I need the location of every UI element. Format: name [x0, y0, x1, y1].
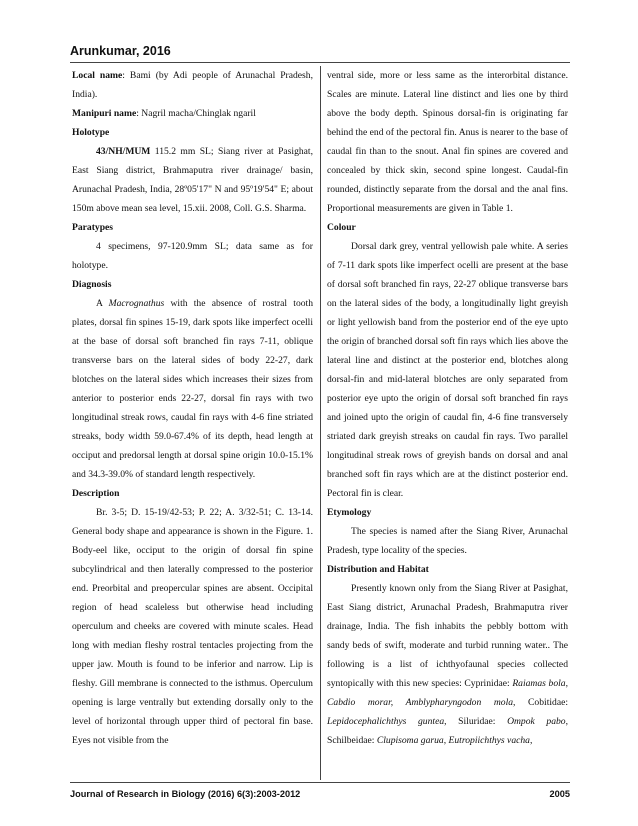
holotype-para	[72, 142, 313, 218]
distribution-para	[327, 579, 568, 750]
colour-heading: Colour	[327, 222, 356, 233]
local-name-text: : Bami (by Adi people of Arunachal Pradesh, India).	[72, 70, 313, 100]
species-cyprinidae: Raiamas bola, Cabdio morar, Amblypharyngodon mola	[327, 678, 568, 708]
etymology-heading: Etymology	[327, 507, 372, 518]
family-cobitidae: , Cobitidae:	[513, 697, 569, 708]
manipuri-name-text: : Nagril macha/Chinglak ngaril	[136, 108, 256, 119]
diagnosis-para	[72, 294, 313, 484]
local-name-label: Local name	[72, 70, 123, 81]
journal-citation: Journal of Research in Biology (2016) 6(3):2003-2012	[70, 789, 301, 799]
species-cobitidae: Lepidocephalichthys guntea	[327, 716, 445, 727]
manipuri-name-para	[72, 104, 313, 123]
family-schilbeidae: , Schilbeidae:	[327, 716, 568, 746]
holotype-text: 115.2 mm SL; Siang river at Pasighat, East Siang district, Brahmaputra river drainage/ basin, Arunachal Pradesh, India, 28º05'17" N and 95º19'54" E; about 150m above mean sea level, 15.xii. 2008, Coll. G.S. Sharma.	[72, 146, 313, 214]
footer	[70, 789, 570, 799]
trailing-comma: ,	[529, 735, 533, 746]
description-heading: Description	[72, 488, 120, 499]
distribution-heading: Distribution and Habitat	[327, 564, 429, 575]
local-name-para	[72, 66, 313, 104]
paratypes-para: 4 specimens, 97-120.9mm SL; data same as for holotype.	[72, 241, 313, 271]
running-head: Arunkumar, 2016	[70, 44, 171, 58]
description-para: Br. 3-5; D. 15-19/42-53; P. 22; A. 3/32-51; C. 13-14. General body shape and appearance is shown in the Figure. 1. Body-eel like, occiput to the origin of dorsal fin spine subcylindrical and then laterally compressed to the posterior end. Preorbital and preopercular spines are absent. Occipital region of head scaleless but otherwise head including operculum and cheeks are covered with minute scales. Head long with median fleshy rostral tentacles projecting from the upper jaw. Mouth is found to be inferior and narrow. Lip is fleshy. Gill membrane is connected to the isthmus. Operculum opening is large ventrally but extending dorsally only to the level of horizontal through upper third of pectoral fin base. Eyes not visible from the	[72, 507, 313, 746]
column-divider	[320, 66, 321, 780]
diagnosis-article: A	[96, 298, 109, 309]
family-siluridae: , Siluridae:	[444, 716, 508, 727]
holotype-heading: Holotype	[72, 127, 110, 138]
species-schilbeidae: Clupisoma garua, Eutropiichthys vacha	[376, 735, 530, 746]
right-column	[327, 66, 568, 750]
holotype-id: 43/NH/MUM	[96, 146, 151, 157]
manipuri-name-label: Manipuri name	[72, 108, 137, 119]
paratypes-heading: Paratypes	[72, 222, 114, 233]
diagnosis-heading: Diagnosis	[72, 279, 112, 290]
etymology-para: The species is named after the Siang River, Arunachal Pradesh, type locality of the species.	[327, 526, 568, 556]
left-column	[72, 66, 313, 750]
description-continued: ventral side, more or less same as the interorbital distance. Scales are minute. Lateral line distinct and lies one by third above the body depth. Spinous dorsal-fin is originating far behind the end of the pectoral fin. Anus is nearer to the base of caudal fin than to the snout. Anal fin spines are covered and concealed by thick skin, second spine longest. Caudal-fin rounded, distinctly separate from the dorsal and the anal fins. Proportional measurements are given in Table 1.	[327, 70, 568, 214]
diagnosis-text: with the absence of rostral tooth plates, dorsal fin spines 15-19, dark spots like imperfect ocelli at the base of dorsal soft branched fin rays 7-11, oblique transverse bars on the lateral sides of body 22-27, dark blotches on the lateral sides which increases their sizes from anterior to posterior ends 22-27, dorsal fin rays with two longitudinal streak rows, caudal fin rays with 4-6 fine striated streaks, body width 59.0-67.4% of its depth, head length at occiput and predorsal length at dorsal spine origin 10.0-15.1% and 34.3-39.0% of standard length respectively.	[72, 298, 313, 480]
header-rule	[70, 62, 570, 63]
species-siluridae: Ompok pabo	[507, 716, 566, 727]
page-number: 2005	[549, 789, 570, 799]
genus-name: Macrognathus	[108, 298, 165, 309]
distribution-text: Presently known only from the Siang River at Pasighat, East Siang district, Arunachal Pradesh, Brahmaputra river drainage, India. The fish inhabits the pebbly bottom with sandy beds of swift, moderate and turbid running water.. The following is a list of ichthyofaunal species collected syntopically with this new species: Cyprinidae:	[327, 583, 568, 689]
colour-para: Dorsal dark grey, ventral yellowish pale white. A series of 7-11 dark spots like imperfect ocelli are present at the base of dorsal soft branched fin rays, 22-27 oblique transverse bars on the lateral sides of the body, a longitudinally light greyish or light yellowish band from the posterior end of the eye upto the origin of branched dorsal soft fin rays which lies above the lateral line and distinct at the posterior end, blotches along dorsal-fin and mid-lateral blotches are only separated from posterior eye upto the origin of dorsal soft branched fin rays and joined upto the origin of caudal fin, 4-6 fine transversely striated dark greyish streaks on caudal fin rays. Two parallel longitudinal streak rows of greyish bands on dorsal and anal branched soft fin rays which are at the distinct posterior end. Pectoral fin is clear.	[327, 241, 568, 499]
footer-rule	[70, 782, 570, 783]
